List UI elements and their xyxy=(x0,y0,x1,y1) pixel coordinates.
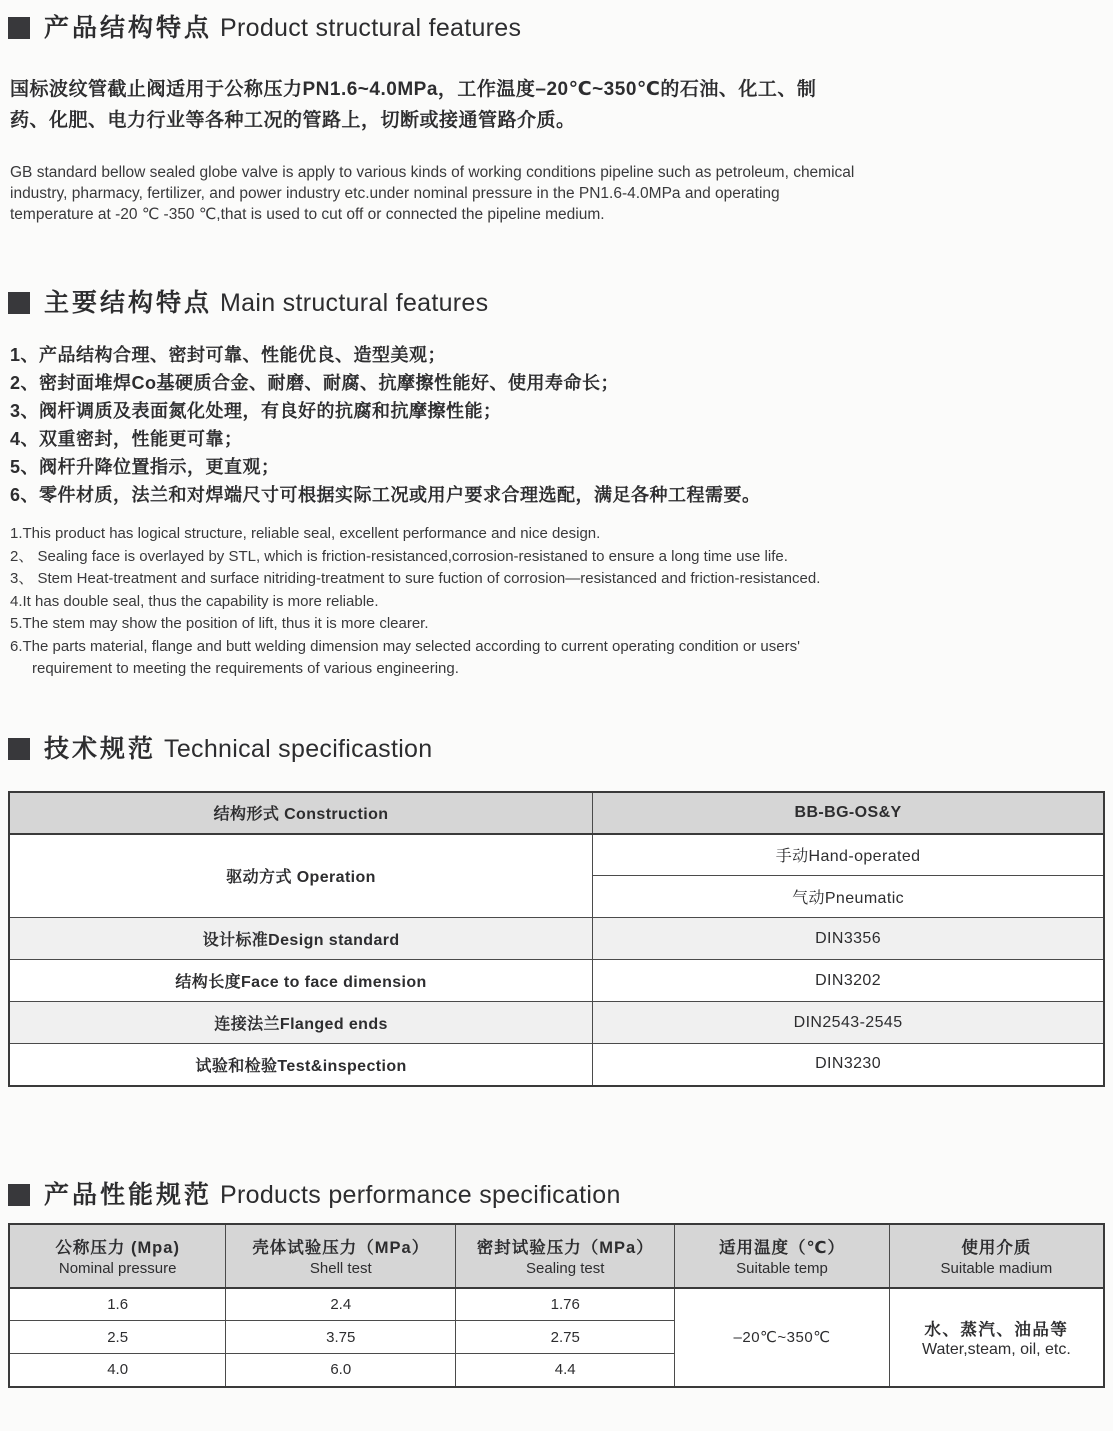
test-inspection-label: 试验和检验Test&inspection xyxy=(9,1044,593,1086)
heading-performance-specification xyxy=(8,1179,1105,1211)
list-item: 3、 Stem Heat-treatment and surface nitriding-treatment to sure fuction of corrosion—resistanced and friction-resistanced. xyxy=(10,570,821,587)
col-header-suitable-medium xyxy=(889,1224,1104,1288)
square-bullet-icon xyxy=(8,17,30,39)
col-header-zh: 使用介质 xyxy=(961,1239,1032,1257)
construction-value: BB-BG-OS&Y xyxy=(593,792,1104,834)
product-features-paragraph-en: GB standard bellow sealed globe valve is apply to various kinds of working conditions pipeline such as petroleum, chemical industry, pharmacy, fertilizer, and power industry etc.under nominal pressure in the PN1.6-4.0MPa and operating temperature at -20 ℃ -350 ℃,that is used to cut off or connected the pipeline medium. xyxy=(10,164,855,223)
heading-zh: 主要结构特点 xyxy=(44,289,213,317)
list-item: 4.It has double seal, thus the capability is more reliable. xyxy=(10,592,379,610)
list-item: 5.The stem may show the position of lift, thus it is more clearer. xyxy=(10,615,429,632)
medium-value-zh: 水、蒸汽、油品等 xyxy=(924,1320,1069,1339)
list-item: 1、产品结构合理、密封可靠、性能优良、造型美观； xyxy=(10,345,447,365)
col-header-shell-test xyxy=(226,1224,456,1288)
product-features-paragraph-zh: 国标波纹管截止阀适用于公称压力PN1.6~4.0MPa，工作温度–20℃~350℃的石油、化工、制药、化肥、电力行业等各种工况的管路上，切断或接通管路介质。 xyxy=(10,79,817,131)
col-header-en: Suitable temp xyxy=(736,1260,828,1277)
col-header-suitable-temp xyxy=(675,1224,890,1288)
suitable-temp-value: –20℃~350℃ xyxy=(675,1288,890,1387)
performance-spec-table xyxy=(8,1223,1105,1388)
heading-zh: 产品性能规范 xyxy=(44,1180,213,1209)
heading-en: Technical specificastion xyxy=(164,734,433,763)
table-header-row xyxy=(9,1224,1104,1288)
table-row xyxy=(9,792,1104,834)
square-bullet-icon xyxy=(8,1184,30,1206)
suitable-medium-value xyxy=(889,1288,1104,1387)
list-item: 5、阀杆升降位置指示，更直观； xyxy=(10,457,280,477)
list-item: 2、密封面堆焊Co基硬质合金、耐磨、耐腐、抗摩擦性能好、使用寿命长； xyxy=(10,373,620,393)
heading-en: Product structural features xyxy=(220,14,522,42)
nominal-pressure-value: 4.0 xyxy=(9,1354,226,1387)
table-row xyxy=(9,918,1104,960)
col-header-en: Nominal pressure xyxy=(58,1260,177,1277)
main-features-list-zh xyxy=(10,341,1105,509)
col-header-en: Suitable madium xyxy=(940,1260,1053,1277)
shell-test-value: 3.75 xyxy=(226,1321,456,1354)
list-item: 2、 Sealing face is overlayed by STL, which is friction-resistanced,corrosion-resistaned to ensure a long time use life. xyxy=(10,547,788,565)
design-standard-label: 设计标准Design standard xyxy=(9,918,593,960)
col-header-en: Sealing test xyxy=(526,1260,605,1277)
square-bullet-icon xyxy=(8,738,30,760)
col-header-zh: 密封试验压力（MPa） xyxy=(476,1239,654,1257)
table-row xyxy=(9,960,1104,1002)
col-header-zh: 适用温度（℃） xyxy=(719,1239,846,1257)
flanged-ends-label: 连接法兰Flanged ends xyxy=(9,1002,593,1044)
operation-value-pneumatic: 气动Pneumatic xyxy=(593,876,1104,918)
heading-en: Main structural features xyxy=(220,289,489,317)
construction-label: 结构形式 Construction xyxy=(9,792,593,834)
list-item: 4、双重密封，性能更可靠； xyxy=(10,429,243,449)
sealing-test-value: 2.75 xyxy=(456,1321,675,1354)
nominal-pressure-value: 2.5 xyxy=(9,1321,226,1354)
nominal-pressure-value: 1.6 xyxy=(9,1288,226,1321)
design-standard-value: DIN3356 xyxy=(593,918,1104,960)
test-inspection-value: DIN3230 xyxy=(593,1044,1104,1086)
face-to-face-label: 结构长度Face to face dimension xyxy=(9,960,593,1002)
list-item: 6.The parts material, flange and butt welding dimension may selected according to current operating condition or users' requirement to meeting the requirements of various engineering. xyxy=(10,637,800,677)
heading-main-structural-features xyxy=(8,287,1105,319)
heading-zh: 产品结构特点 xyxy=(44,14,213,42)
list-item: 3、阀杆调质及表面氮化处理，有良好的抗腐和抗摩擦性能； xyxy=(10,401,502,421)
face-to-face-value: DIN3202 xyxy=(593,960,1104,1002)
medium-value-en: Water,steam, oil, etc. xyxy=(922,1340,1071,1358)
operation-label: 驱动方式 Operation xyxy=(9,834,593,918)
sealing-test-value: 1.76 xyxy=(456,1288,675,1321)
col-header-nominal-pressure xyxy=(9,1224,226,1288)
table-row xyxy=(9,1002,1104,1044)
sealing-test-value: 4.4 xyxy=(456,1354,675,1387)
table-row xyxy=(9,1044,1104,1086)
table-row xyxy=(9,834,1104,876)
list-item: 6、零件材质，法兰和对焊端尺寸可根据实际工况或用户要求合理选配，满足各种工程需要。 xyxy=(10,485,761,505)
col-header-zh: 壳体试验压力（MPa） xyxy=(252,1239,430,1257)
col-header-sealing-test xyxy=(456,1224,675,1288)
table-row xyxy=(9,1288,1104,1321)
operation-value-hand: 手动Hand-operated xyxy=(593,834,1104,876)
square-bullet-icon xyxy=(8,292,30,314)
heading-zh: 技术规范 xyxy=(44,734,157,763)
flanged-ends-value: DIN2543-2545 xyxy=(593,1002,1104,1044)
list-item: 1.This product has logical structure, reliable seal, excellent performance and nice design. xyxy=(10,525,601,542)
heading-en: Products performance specification xyxy=(220,1180,621,1209)
shell-test-value: 2.4 xyxy=(226,1288,456,1321)
heading-product-structural-features xyxy=(8,12,1105,44)
col-header-en: Shell test xyxy=(309,1260,372,1277)
shell-test-value: 6.0 xyxy=(226,1354,456,1387)
technical-spec-table xyxy=(8,791,1105,1087)
main-features-list-en xyxy=(10,523,858,681)
col-header-zh: 公称压力 (Mpa) xyxy=(55,1239,180,1257)
heading-technical-specification xyxy=(8,733,1105,765)
